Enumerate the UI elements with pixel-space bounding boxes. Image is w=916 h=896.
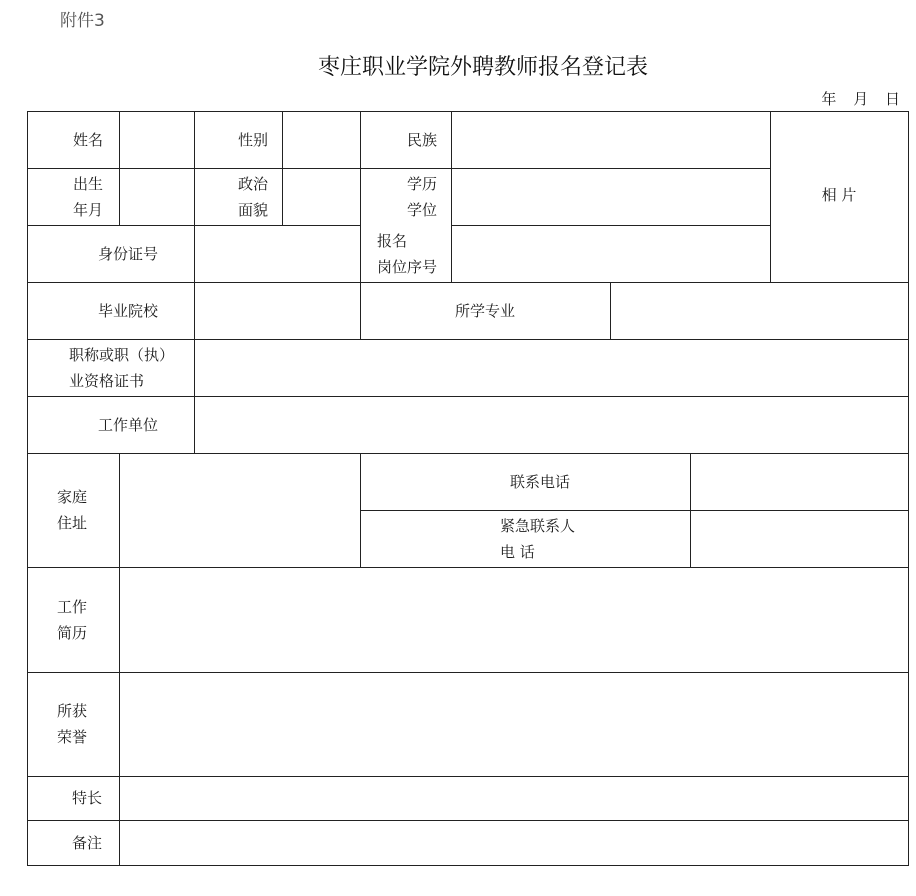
date-line xyxy=(815,88,900,109)
photo-box[interactable] xyxy=(770,111,908,282)
major-label: 所学专业 xyxy=(454,301,515,320)
emergency-contact-field[interactable] xyxy=(690,510,908,567)
employer-label: 工作单位 xyxy=(97,415,158,434)
professional-title-label: 职称或职（执） 业资格证书 xyxy=(69,345,175,390)
registration-form-table xyxy=(27,111,909,866)
education-label: 学历 学位 xyxy=(406,174,437,219)
graduate-school-label: 毕业院校 xyxy=(97,301,158,320)
gender-label: 性别 xyxy=(237,130,268,149)
honors-field[interactable] xyxy=(119,672,908,776)
education-field[interactable] xyxy=(451,168,770,225)
phone-label: 联系电话 xyxy=(509,472,570,491)
graduate-school-field[interactable] xyxy=(194,282,360,339)
form-title: 枣庄职业学院外聘教师报名登记表 xyxy=(317,55,648,80)
photo-label: 相 片 xyxy=(821,185,857,204)
position-number-field[interactable] xyxy=(451,225,770,282)
day-label: 日 xyxy=(884,90,900,108)
month-label: 月 xyxy=(853,90,869,108)
birth-date-field[interactable] xyxy=(119,168,194,225)
specialty-label: 特长 xyxy=(72,789,103,807)
employer-field[interactable] xyxy=(194,396,908,453)
work-resume-field[interactable] xyxy=(119,567,908,672)
year-label: 年 xyxy=(821,90,837,108)
grid-line xyxy=(27,865,909,866)
home-address-label: 家庭 住址 xyxy=(57,488,88,532)
political-status-field[interactable] xyxy=(282,168,360,225)
emergency-contact-label: 紧急联系人 电 话 xyxy=(500,516,576,561)
birth-date-label: 出生 年月 xyxy=(72,174,103,219)
position-number-label: 报名 岗位序号 xyxy=(376,231,437,276)
home-address-field[interactable] xyxy=(119,453,360,567)
work-resume-label: 工作 简历 xyxy=(57,597,88,642)
ethnicity-field[interactable] xyxy=(451,111,770,168)
political-status-label: 政治 面貌 xyxy=(237,174,268,219)
major-field[interactable] xyxy=(610,282,908,339)
gender-field[interactable] xyxy=(282,111,360,168)
ethnicity-label: 民族 xyxy=(406,130,437,149)
attachment-label: 附件3 xyxy=(60,11,105,31)
name-label: 姓名 xyxy=(72,130,103,149)
remarks-label: 备注 xyxy=(72,833,103,852)
name-field[interactable] xyxy=(119,111,194,168)
phone-field[interactable] xyxy=(690,453,908,510)
remarks-field[interactable] xyxy=(119,820,908,865)
id-number-label: 身份证号 xyxy=(97,244,158,263)
specialty-field[interactable] xyxy=(119,776,908,820)
grid-line xyxy=(908,111,909,866)
id-number-field[interactable] xyxy=(194,225,360,282)
honors-label: 所获 荣誉 xyxy=(57,702,88,746)
professional-title-field[interactable] xyxy=(194,339,908,396)
